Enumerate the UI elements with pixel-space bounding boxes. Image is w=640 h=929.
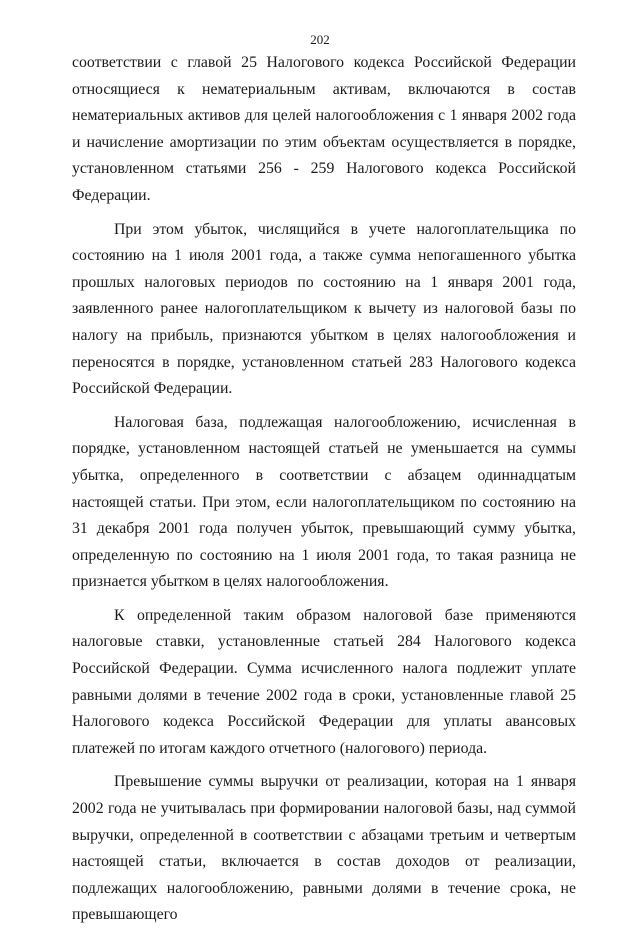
paragraph-tax-rates: К определенной таким образом налоговой базе применяются налоговые ставки, установленные статьей 284 Налогового кодекса Российской Федерации. Сумма исчисленного налога подлежит уплате равными долями в течение 2002 года в сроки, установленные главой 25 Налогового кодекса Российской Федерации для уплаты авансовых платежей по итогам каждого отчетного (налогового) периода.: [72, 606, 576, 757]
paragraph-continuation: соответствии с главой 25 Налогового кодекса Российской Федерации относящиеся к нематериальным активам, включаются в состав нематериальных активов для целей налогообложения с 1 января 2002 года и начисление амортизации по этим объектам осуществляется в порядке, установленном статьями 256 - 259 Налогового кодекса Российской Федерации.: [72, 54, 576, 204]
paragraph-tax-base: Налоговая база, подлежащая налогообложению, исчисленная в порядке, установленном настоящей статьей не уменьшается на суммы убытка, определенного в соответствии с абзацем одиннадцатым настоящей статьи. При этом, если налогоплательщиком по состоянию на 31 декабря 2001 года получен убыток, превышающий сумму убытка, определенную по состоянию на 1 июля 2001 года, то такая разница не признается убытком в целях налогообложения.: [72, 413, 576, 591]
document-body: [72, 50, 576, 929]
paragraph-revenue-excess: Превышение суммы выручки от реализации, которая на 1 января 2002 года не учитывалась при формировании налоговой базы, над суммой выручки, определенной в соответствии с абзацами третьим и четвертым настоящей статьи, включается в состав доходов от реализации, подлежащих налогообложению, равными долями в течение срока, не превышающего: [72, 773, 576, 924]
page-number: 202: [310, 32, 330, 47]
paragraph-loss-carryforward: При этом убыток, числящийся в учете налогоплательщика по состоянию на 1 июля 2001 года, а также сумма непогашенного убытка прошлых налоговых периодов по состоянию на 1 января 2001 года, заявленного ранее налогоплательщиком к вычету из налоговой базы по налогу на прибыль, признаются убытком в целях налогообложения и переносятся в порядке, установленном статьей 283 Налогового кодекса Российской Федерации.: [72, 220, 576, 398]
